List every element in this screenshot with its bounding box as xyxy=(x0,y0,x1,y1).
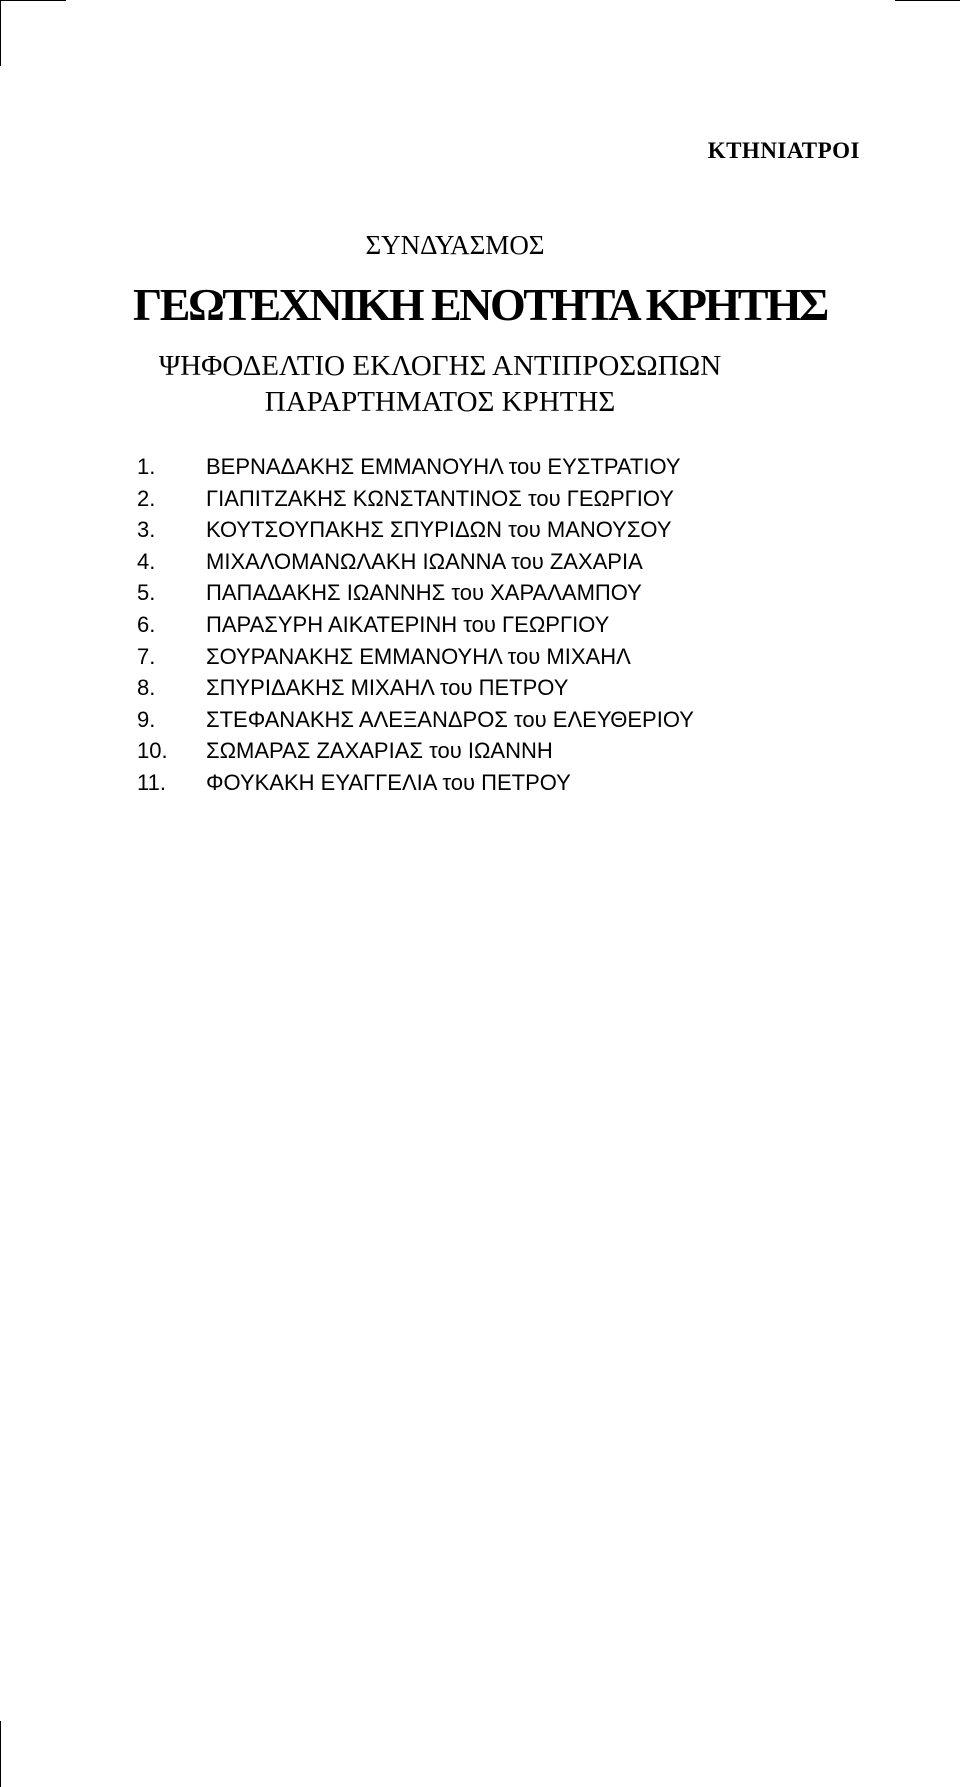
candidate-name: ΣΩΜΑΡΑΣ ΖΑΧΑΡΙΑΣ του ΙΩΑΝΝΗ xyxy=(206,738,553,764)
candidate-name: ΣΠΥΡΙΔΑΚΗΣ ΜΙΧΑΗΛ του ΠΕΤΡΟΥ xyxy=(206,675,569,701)
candidate-number: 5. xyxy=(137,580,156,606)
candidate-name: ΦΟΥΚΑΚΗ ΕΥΑΓΓΕΛΙΑ του ΠΕΤΡΟΥ xyxy=(206,769,571,795)
ballot-subtitle-line-2 xyxy=(0,384,960,420)
ballot-kicker-text: ΣΥΝΔΥΑΣΜΟΣ xyxy=(365,230,545,260)
candidate-number: 1. xyxy=(137,454,156,479)
candidate-item xyxy=(137,735,694,767)
ballot-category: ΚΤΗΝΙΑΤΡΟΙ xyxy=(707,138,860,163)
candidate-name: ΒΕΡΝΑΔΑΚΗΣ ΕΜΜΑΝΟΥΗΛ του ΕΥΣΤΡΑΤΙΟΥ xyxy=(206,454,681,479)
candidate-item xyxy=(137,672,694,704)
candidate-number: 10. xyxy=(137,738,168,764)
candidate-name: ΣΤΕΦΑΝΑΚΗΣ ΑΛΕΞΑΝΔΡΟΣ του ΕΛΕΥΘΕΡΙΟΥ xyxy=(206,706,694,732)
candidate-item xyxy=(137,451,694,483)
ballot-kicker xyxy=(0,230,960,261)
ballot-title: ΓΕΩΤΕΧΝΙΚΗ ΕΝΟΤΗΤΑ ΚΡΗΤΗΣ xyxy=(133,279,827,330)
candidate-name: ΠΑΡΑΣΥΡΗ ΑΙΚΑΤΕΡΙΝΗ του ΓΕΩΡΓΙΟΥ xyxy=(206,611,610,637)
candidate-item xyxy=(137,641,694,673)
candidate-number: 6. xyxy=(137,611,156,637)
crop-mark-top-right-horizontal xyxy=(895,0,960,1)
candidate-item xyxy=(137,704,694,736)
candidate-name: ΣΟΥΡΑΝΑΚΗΣ ΕΜΜΑΝΟΥΗΛ του ΜΙΧΑΗΛ xyxy=(206,643,631,669)
candidate-name: ΚΟΥΤΣΟΥΠΑΚΗΣ ΣΠΥΡΙΔΩΝ του ΜΑΝΟΥΣΟΥ xyxy=(206,517,672,543)
candidate-number: 2. xyxy=(137,485,156,511)
candidate-item xyxy=(137,483,694,515)
candidate-number: 8. xyxy=(137,675,156,701)
ballot-subtitle-line-1 xyxy=(0,348,960,384)
crop-mark-top-left-vertical xyxy=(0,0,1,66)
candidate-number: 7. xyxy=(137,643,156,669)
ballot-subtitle-line-1-text: ΨΗΦΟΔΕΛΤΙΟ ΕΚΛΟΓΗΣ ΑΝΤΙΠΡΟΣΩΠΩΝ xyxy=(158,350,722,382)
candidate-number: 9. xyxy=(137,706,156,732)
candidate-list xyxy=(137,451,694,799)
crop-mark-bottom-left-vertical xyxy=(0,1721,1,1787)
candidate-item xyxy=(137,577,694,609)
candidate-number: 4. xyxy=(137,548,156,574)
candidate-name: ΜΙΧΑΛΟΜΑΝΩΛΑΚΗ ΙΩΑΝΝΑ του ΖΑΧΑΡΙΑ xyxy=(206,548,643,574)
candidate-name: ΠΑΠΑΔΑΚΗΣ ΙΩΑΝΝΗΣ του ΧΑΡΑΛΑΜΠΟΥ xyxy=(206,580,642,606)
ballot-subtitle-line-2-text: ΠΑΡΑΡΤΗΜΑΤΟΣ ΚΡΗΤΗΣ xyxy=(264,386,616,418)
crop-mark-top-left-horizontal xyxy=(0,0,66,1)
candidate-item xyxy=(137,609,694,641)
candidate-name: ΓΙΑΠΙΤΖΑΚΗΣ ΚΩΝΣΤΑΝΤΙΝΟΣ του ΓΕΩΡΓΙΟΥ xyxy=(206,485,674,511)
candidate-number: 11. xyxy=(137,769,166,795)
candidate-item xyxy=(137,767,694,799)
candidate-number: 3. xyxy=(137,517,156,543)
candidate-item xyxy=(137,546,694,578)
candidate-item xyxy=(137,514,694,546)
